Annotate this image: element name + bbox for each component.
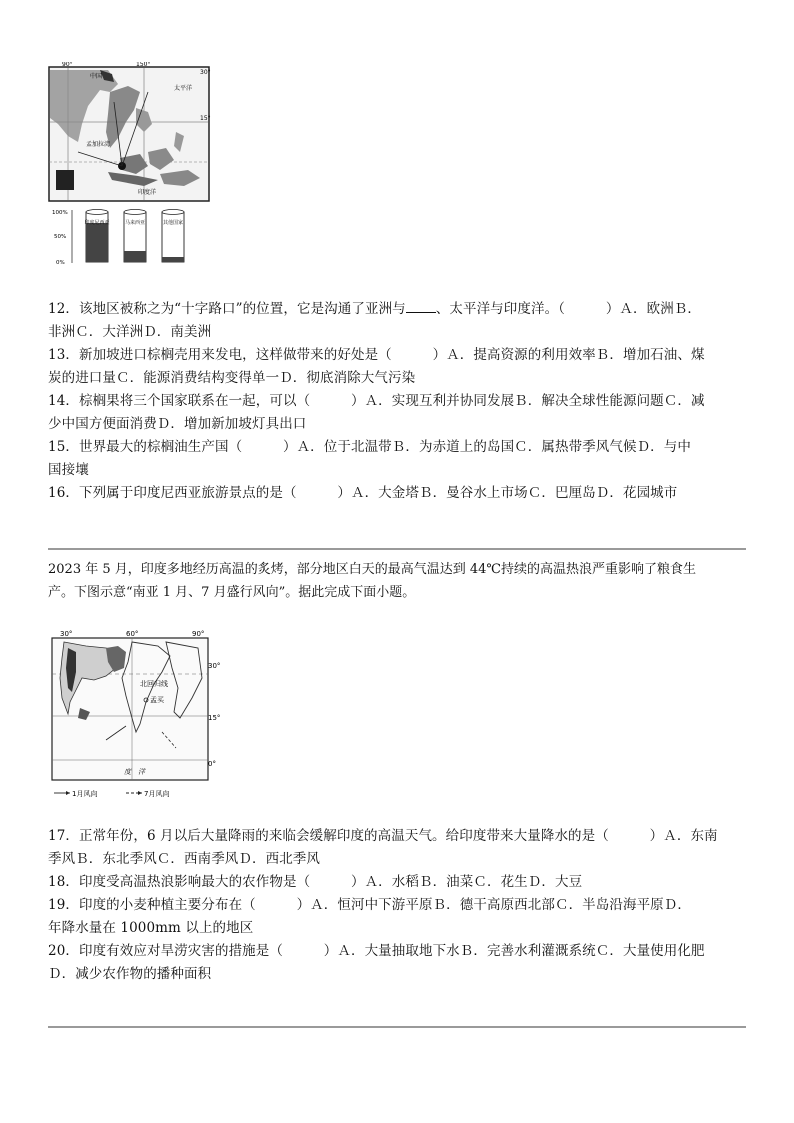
question-20: 20．印度有效应对旱涝灾害的措施是（ ）Ａ．大量抽取地下水Ｂ．完善水利灌溉系统Ｃ．大量使用化肥 (48, 943, 705, 959)
question-14: 14．棕榈果将三个国家联系在一起，可以（ ）Ａ．实现互利并协同发展Ｂ．解决全球性能源问题Ｃ．减 (48, 393, 705, 409)
legend-january-wind: 1月风向 (72, 790, 98, 798)
question-19-line2: 年降水量在 1000mm 以上的地区 (48, 920, 254, 936)
lon-tick-90: 90° (192, 630, 205, 638)
question-13: 13．新加坡进口棕榈壳用来发电，这样做带来的好处是（ ）Ａ．提高资源的利用效率Ｂ．增加石油、煤 (48, 347, 705, 363)
tropic-of-cancer-label: 北回归线 (140, 680, 168, 688)
lon-tick-60: 60° (126, 630, 139, 638)
cyl-axis-tick-100: 100% (52, 210, 68, 216)
answer-blank[interactable] (406, 298, 436, 313)
map-region-right: 太平洋 (174, 85, 193, 92)
southeast-asia-map (48, 62, 214, 202)
lat-tick-0: 0° (208, 760, 216, 768)
question-12 (48, 298, 748, 321)
lat-tick-30: 30° (208, 662, 221, 670)
cylinder-cap (124, 210, 146, 215)
section-divider (48, 548, 746, 550)
palm-oil-share-cylinders (52, 206, 202, 268)
cylinder-label: 马来西亚 (124, 220, 146, 226)
intro-line-1: 2023 年 5 月，印度多地经历高温的炙烤，部分地区白天的最高气温达到 44℃持续的高温热浪严重影响了粮食生 (48, 562, 696, 577)
map-lon-90: 90° (62, 62, 73, 68)
map-region-top: 中国 (90, 73, 103, 80)
cylinder-fill (162, 257, 184, 262)
question-block-17-20 (48, 825, 748, 986)
question-13-line2: 炭的进口量Ｃ．能源消费结构变得单一Ｄ．彻底消除大气污染 (48, 370, 416, 386)
question-12-text-b: 、太平洋与印度洋。（ ）Ａ．欧洲Ｂ． (435, 301, 702, 317)
cylinder-label: 印度尼西亚 (84, 220, 110, 226)
city-label-mumbai: 孟买 (150, 696, 164, 704)
question-19: 19．印度的小麦种植主要分布在（ ）Ａ．恒河中下游平原Ｂ．德干高原西北部Ｃ．半岛沿海平原Ｄ． (48, 897, 691, 913)
question-17: 17．正常年份，6 月以后大量降雨的来临会缓解印度的高温天气。给印度带来大量降水的是（ ）Ａ．东南 (48, 828, 718, 844)
map-lon-150: 150° (136, 62, 151, 68)
section-intro (48, 558, 748, 604)
map-region-left: 孟加拉湾 (86, 141, 111, 148)
map-lat-15: 15° (200, 115, 211, 122)
map-region-bottom: 印度洋 (138, 189, 157, 196)
cyl-axis-tick-0: 0% (56, 260, 65, 266)
question-14-line2: 少中国方便面消费Ｄ．增加新加坡灯具出口 (48, 416, 307, 432)
cylinder-fill (124, 251, 146, 262)
cylinder-cap (86, 210, 108, 215)
cylinder-fill (86, 223, 108, 262)
cylinder-label: 其他国家 (162, 220, 184, 226)
question-15: 15．世界最大的棕榈油生产国（ ）Ａ．位于北温带Ｂ．为赤道上的岛国Ｃ．属热带季风气候Ｄ．与中 (48, 439, 691, 455)
question-18: 18．印度受高温热浪影响最大的农作物是（ ）Ａ．水稻Ｂ．油菜Ｃ．花生Ｄ．大豆 (48, 874, 583, 890)
question-17-line2: 季风Ｂ．东北季风Ｃ．西南季风Ｄ．西北季风 (48, 851, 320, 867)
question-15-line2: 国接壤 (48, 462, 89, 478)
question-20-line2: Ｄ．减少农作物的播种面积 (48, 966, 212, 982)
lat-tick-15: 15° (208, 714, 221, 722)
section-divider-bottom (48, 1026, 746, 1028)
question-12-text-a: 12．该地区被称之为“十字路口”的位置，它是沟通了亚洲与 (48, 301, 406, 317)
cylinder-cap (162, 210, 184, 215)
cyl-axis-tick-50: 50% (54, 234, 67, 240)
map-lat-30: 30° (200, 69, 211, 76)
south-asia-wind-map (46, 628, 222, 800)
question-block-12-16 (48, 298, 748, 505)
lon-tick-30: 30° (60, 630, 73, 638)
intro-line-2: 产。下图示意“南亚 1 月、7 月盛行风向”。据此完成下面小题。 (48, 585, 416, 600)
legend-july-wind: 7月风向 (144, 790, 170, 798)
ocean-label: 度 洋 (124, 768, 145, 776)
question-12-line2: 非洲Ｃ．大洋洲Ｄ．南美洲 (48, 324, 212, 340)
question-16: 16．下列属于印度尼西亚旅游景点的是（ ）Ａ．大金塔Ｂ．曼谷水上市场Ｃ．巴厘岛Ｄ．花园城市 (48, 485, 678, 501)
